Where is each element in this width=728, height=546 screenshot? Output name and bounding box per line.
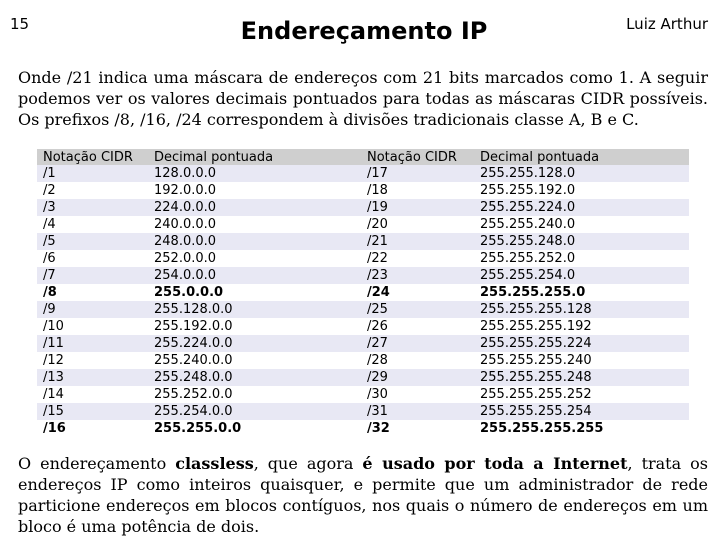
decimal-mask-cell: 255.224.0.0 xyxy=(154,336,233,351)
column-header-decimal-left: Decimal pontuada xyxy=(148,149,361,165)
cidr-notation-cell: /4 xyxy=(43,217,56,232)
table-row xyxy=(37,420,689,437)
table-row xyxy=(37,267,689,284)
decimal-mask-cell: 252.0.0.0 xyxy=(154,251,217,266)
cidr-notation-cell: /10 xyxy=(43,319,64,334)
cidr-notation-cell: /22 xyxy=(367,251,388,266)
table-row xyxy=(37,318,689,335)
decimal-mask-cell: 255.255.128.0 xyxy=(480,166,576,181)
cidr-notation-cell: /20 xyxy=(367,217,388,232)
decimal-mask-cell: 255.255.240.0 xyxy=(480,217,576,232)
closing-text-part1: O endereçamento xyxy=(18,454,176,473)
closing-paragraph xyxy=(18,453,708,537)
table-row xyxy=(37,284,689,301)
table-body xyxy=(37,165,689,437)
table-row xyxy=(37,335,689,352)
decimal-mask-cell: 255.255.255.192 xyxy=(480,319,592,334)
decimal-mask-cell: 224.0.0.0 xyxy=(154,200,217,215)
decimal-mask-cell: 248.0.0.0 xyxy=(154,234,217,249)
decimal-mask-cell: 255.255.255.224 xyxy=(480,336,592,351)
decimal-mask-cell: 255.255.0.0 xyxy=(154,421,242,436)
cidr-notation-cell: /12 xyxy=(43,353,64,368)
decimal-mask-cell: 255.255.255.255 xyxy=(480,421,604,436)
table-row xyxy=(37,301,689,318)
cidr-notation-cell: /2 xyxy=(43,183,56,198)
decimal-mask-cell: 255.240.0.0 xyxy=(154,353,233,368)
table-row xyxy=(37,216,689,233)
cidr-notation-cell: /14 xyxy=(43,387,64,402)
cidr-notation-cell: /31 xyxy=(367,404,388,419)
decimal-mask-cell: 254.0.0.0 xyxy=(154,268,217,283)
decimal-mask-cell: 240.0.0.0 xyxy=(154,217,217,232)
closing-text-part2: , que agora xyxy=(253,454,363,473)
cidr-notation-cell: /13 xyxy=(43,370,64,385)
cidr-notation-cell: /30 xyxy=(367,387,388,402)
column-header-decimal-right: Decimal pontuada xyxy=(474,149,689,165)
table-row xyxy=(37,250,689,267)
author-name: Luiz Arthur xyxy=(626,15,708,33)
cidr-notation-cell: /1 xyxy=(43,166,56,181)
decimal-mask-cell: 255.255.252.0 xyxy=(480,251,576,266)
decimal-mask-cell: 255.192.0.0 xyxy=(154,319,233,334)
table-row xyxy=(37,369,689,386)
cidr-notation-cell: /6 xyxy=(43,251,56,266)
closing-text-part3: , trata os endereços IP como inteiros quaisquer, e permite que um administrador de rede particione endereços em blocos contíguos, nos quais o número de endereços em um bloco é uma potência de dois. xyxy=(18,454,708,536)
table-row xyxy=(37,182,689,199)
cidr-notation-cell: /26 xyxy=(367,319,388,334)
decimal-mask-cell: 255.255.192.0 xyxy=(480,183,576,198)
cidr-notation-cell: /16 xyxy=(43,421,66,436)
closing-text-bold-classless: classless xyxy=(175,454,254,473)
table-row xyxy=(37,165,689,182)
cidr-notation-cell: /28 xyxy=(367,353,388,368)
table-row xyxy=(37,403,689,420)
cidr-notation-cell: /23 xyxy=(367,268,388,283)
cidr-notation-cell: /17 xyxy=(367,166,388,181)
table-row xyxy=(37,352,689,369)
table-header-row xyxy=(37,149,689,165)
page-title: Endereçamento IP xyxy=(240,17,488,45)
decimal-mask-cell: 255.0.0.0 xyxy=(154,285,224,300)
decimal-mask-cell: 255.128.0.0 xyxy=(154,302,233,317)
decimal-mask-cell: 255.255.255.0 xyxy=(480,285,586,300)
table-row xyxy=(37,386,689,403)
decimal-mask-cell: 255.255.224.0 xyxy=(480,200,576,215)
cidr-notation-cell: /29 xyxy=(367,370,388,385)
decimal-mask-cell: 255.248.0.0 xyxy=(154,370,233,385)
cidr-notation-cell: /15 xyxy=(43,404,64,419)
cidr-notation-cell: /18 xyxy=(367,183,388,198)
cidr-notation-cell: /19 xyxy=(367,200,388,215)
intro-paragraph: Onde /21 indica uma máscara de endereços com 21 bits marcados como 1. A seguir podemos ver os valores decimais pontuados para todas as máscaras CIDR possíveis. Os prefixos /8, /16, /24 correspondem à divisões tradicionais classe A, B e C. xyxy=(18,68,708,129)
decimal-mask-cell: 192.0.0.0 xyxy=(154,183,217,198)
decimal-mask-cell: 255.252.0.0 xyxy=(154,387,233,402)
cidr-notation-cell: /8 xyxy=(43,285,57,300)
table-row xyxy=(37,233,689,250)
table-row xyxy=(37,199,689,216)
decimal-mask-cell: 255.255.255.254 xyxy=(480,404,592,419)
cidr-notation-cell: /24 xyxy=(367,285,390,300)
cidr-notation-cell: /21 xyxy=(367,234,388,249)
cidr-notation-cell: /5 xyxy=(43,234,56,249)
decimal-mask-cell: 255.255.254.0 xyxy=(480,268,576,283)
cidr-notation-cell: /27 xyxy=(367,336,388,351)
decimal-mask-cell: 255.255.248.0 xyxy=(480,234,576,249)
decimal-mask-cell: 255.255.255.248 xyxy=(480,370,592,385)
cidr-notation-cell: /7 xyxy=(43,268,56,283)
decimal-mask-cell: 255.254.0.0 xyxy=(154,404,233,419)
cidr-notation-cell: /32 xyxy=(367,421,390,436)
decimal-mask-cell: 255.255.255.252 xyxy=(480,387,592,402)
closing-text-bold-internet: é usado por toda a Internet xyxy=(362,454,628,473)
decimal-mask-cell: 255.255.255.240 xyxy=(480,353,592,368)
cidr-notation-cell: /3 xyxy=(43,200,56,215)
cidr-notation-cell: /9 xyxy=(43,302,56,317)
cidr-notation-cell: /25 xyxy=(367,302,388,317)
decimal-mask-cell: 255.255.255.128 xyxy=(480,302,592,317)
cidr-notation-cell: /11 xyxy=(43,336,64,351)
column-header-cidr-left: Notação CIDR xyxy=(37,149,148,165)
decimal-mask-cell: 128.0.0.0 xyxy=(154,166,217,181)
column-header-cidr-right: Notação CIDR xyxy=(361,149,474,165)
cidr-mask-table xyxy=(37,149,689,437)
page-number: 15 xyxy=(10,15,30,33)
